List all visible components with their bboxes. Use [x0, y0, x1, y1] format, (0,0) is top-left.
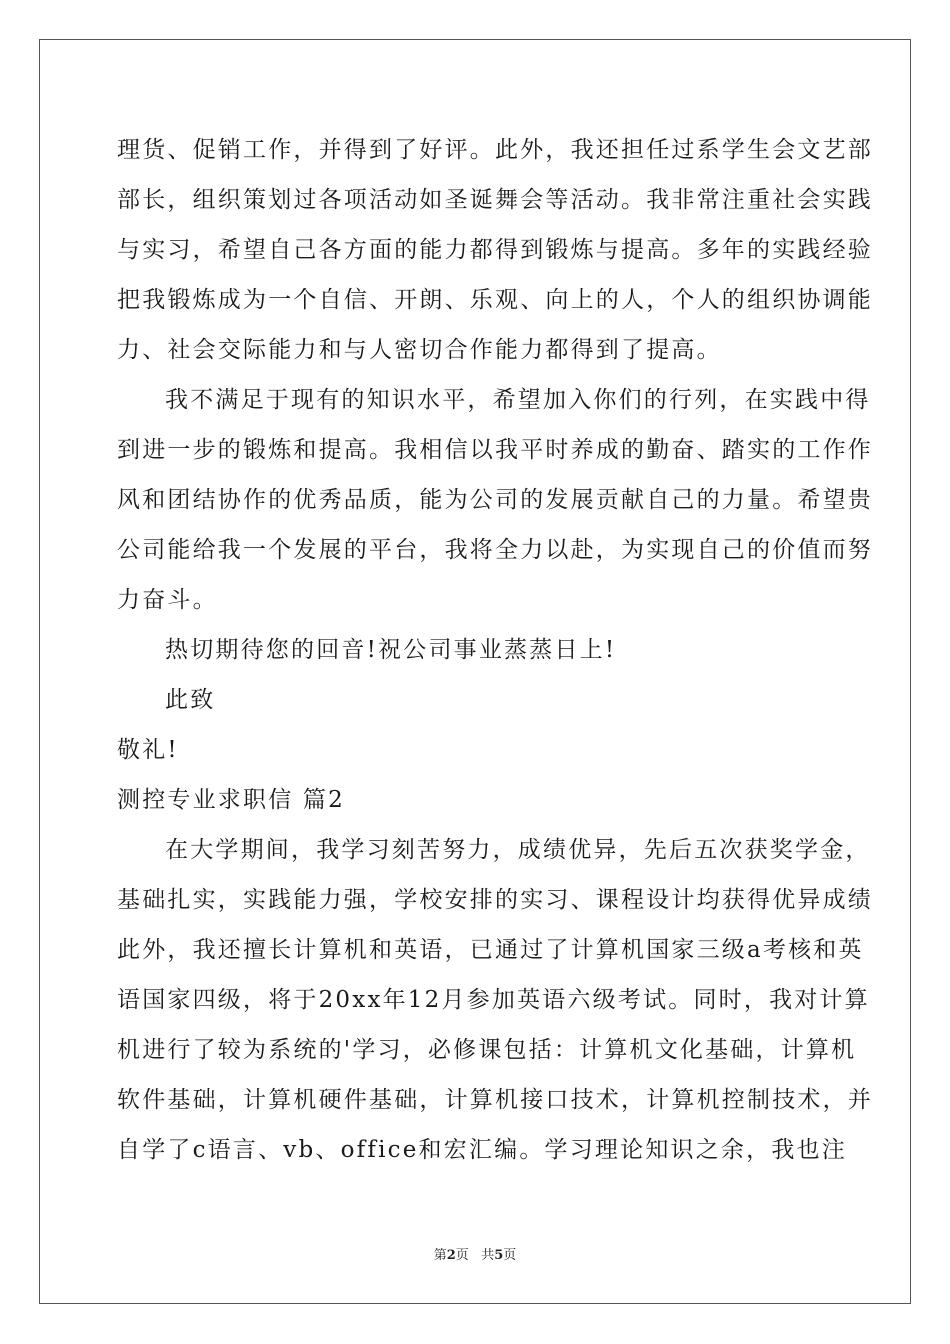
body-text-line: 力奋斗。: [117, 587, 218, 613]
body-text-line: 力、社会交际能力和与人密切合作能力都得到了提高。: [117, 337, 722, 363]
closing-regards: 敬礼!: [117, 737, 179, 763]
body-text-line: 理货、促销工作，并得到了好评。此外，我还担任过系学生会文艺部: [117, 137, 873, 163]
page-footer: [0, 1247, 950, 1265]
closing-salutation: 此致: [165, 687, 216, 713]
body-text-line: 热切期待您的回音!祝公司事业蒸蒸日上!: [165, 637, 617, 663]
body-text-line: 基础扎实，实践能力强，学校安排的实习、课程设计均获得优异成绩: [117, 887, 873, 913]
body-text-line: 此外，我还擅长计算机和英语，已通过了计算机国家三级a考核和英: [117, 937, 864, 963]
body-text-line: 机进行了较为系统的'学习，必修课包括：计算机文化基础，计算机: [117, 1037, 857, 1063]
total-suffix: 页: [503, 1248, 517, 1263]
body-text-line: 到进一步的锻炼和提高。我相信以我平时养成的勤奋、踏实的工作作: [117, 437, 873, 463]
page-suffix: 页: [455, 1248, 469, 1263]
total-page-count: 5: [494, 1248, 504, 1263]
body-text-line: 软件基础，计算机硬件基础，计算机接口技术，计算机控制技术，并: [117, 1087, 873, 1113]
body-text-line: 自学了c语言、vb、office和宏汇编。学习理论知识之余，我也注: [117, 1137, 847, 1163]
body-text-line: 把我锻炼成为一个自信、开朗、乐观、向上的人，个人的组织协调能: [117, 287, 873, 313]
current-page-number: 2: [446, 1248, 456, 1263]
page-prefix: 第: [433, 1248, 447, 1263]
body-text-line: 在大学期间，我学习刻苦努力，成绩优异，先后五次获奖学金，: [165, 837, 871, 863]
body-text-line: 与实习，希望自己各方面的能力都得到锻炼与提高。多年的实践经验: [117, 237, 873, 263]
total-prefix: 共: [481, 1248, 495, 1263]
body-text-line: 语国家四级，将于20xx年12月参加英语六级考试。同时，我对计算: [117, 987, 870, 1013]
section-heading: 测控专业求职信 篇2: [117, 787, 345, 813]
body-text-line: 风和团结协作的优秀品质，能为公司的发展贡献自己的力量。希望贵: [117, 487, 873, 513]
body-text-line: 公司能给我一个发展的平台，我将全力以赴，为实现自己的价值而努: [117, 537, 873, 563]
body-text-line: 部长，组织策划过各项活动如圣诞舞会等活动。我非常注重社会实践: [117, 187, 873, 213]
body-text-line: 我不满足于现有的知识水平，希望加入你们的行列，在实践中得: [165, 387, 871, 413]
